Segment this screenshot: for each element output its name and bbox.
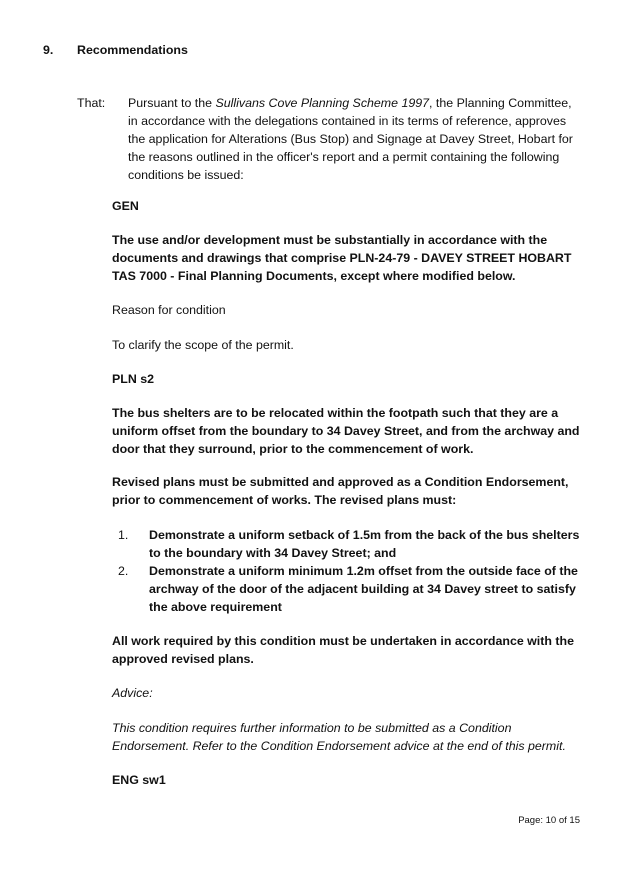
list-item-number: 2. [118,564,129,578]
pln-condition: The bus shelters are to be relocated within the footpath such that they are a uniform offset from the boundary to 34 Davey Street, and from the archway and door that they surround, prior to the commencement of work. [112,406,580,456]
advice-label: Advice: [112,686,153,700]
list-item: Demonstrate a uniform minimum 1.2m offset from the outside face of the archway of the door of the adjacent building at 34 Davey street to satisfy the above requirement [149,564,578,614]
that-label: That: [77,96,106,110]
page-number: Page: 10 of 15 [518,815,580,826]
gen-heading: GEN [112,199,139,213]
intro-pre: Pursuant to the [128,96,216,110]
advice-text: This condition requires further information to be submitted as a Condition Endorsement. Refer to the Condition Endorsement advice at the end of this permit. [112,721,566,753]
intro-post: , the Planning Committee, in accordance with the delegations contained in its terms of reference, approves the application for Alterations (Bus Stop) and Signage at Davey Street, Hobart for the reasons outlined in the officer's report and a permit containing the following conditions be issued: [128,96,573,182]
section-number: 9. [43,43,54,57]
list-item: Demonstrate a uniform setback of 1.5m from the back of the bus shelters to the boundary with 34 Davey Street; and [149,528,580,560]
eng-heading: ENG sw1 [112,773,166,787]
pln-all-work: All work required by this condition must be undertaken in accordance with the approved revised plans. [112,634,574,666]
section-title: Recommendations [77,43,188,57]
gen-condition: The use and/or development must be substantially in accordance with the documents and drawings that comprise PLN-24-79 - DAVEY STREET HOBART TAS 7000 - Final Planning Documents, except where modified below. [112,233,572,283]
pln-revised-plans: Revised plans must be submitted and approved as a Condition Endorsement, prior to commencement of works. The revised plans must: [112,475,569,507]
pln-heading: PLN s2 [112,372,155,386]
planning-scheme-name: Sullivans Cove Planning Scheme 1997 [215,96,430,110]
gen-reason-label: Reason for condition [112,303,226,317]
list-item-number: 1. [118,528,129,542]
gen-reason: To clarify the scope of the permit. [112,338,294,352]
intro-paragraph [128,94,578,184]
